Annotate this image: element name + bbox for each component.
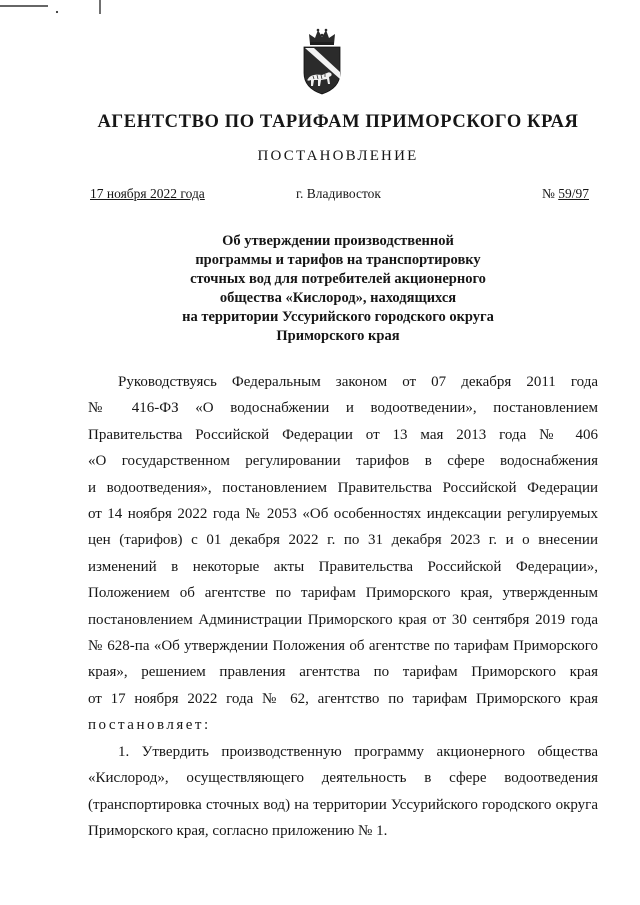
body-line: Положением об агентстве по тарифам Приморского края, утвержденным <box>88 585 598 602</box>
body-line: «Кислород», осуществляющего деятельность в сфере водоотведения <box>88 770 598 787</box>
title-line: Приморского края <box>276 328 400 344</box>
body-line: края», решением правления агентства по тарифам Приморского края <box>88 664 598 681</box>
body-line: от 14 ноября 2022 года № 2053 «Об особенностях индексации регулируемых <box>88 506 598 523</box>
title-line: программы и тарифов на транспортировку <box>195 252 481 268</box>
preamble-paragraph <box>88 369 598 739</box>
body-line: Приморского края, согласно приложению № 1. <box>88 822 388 839</box>
body-line: Правительства Российской Федерации от 13 мая 2013 года № 406 <box>88 426 598 443</box>
document-date: 17 ноября 2022 года <box>90 186 205 201</box>
body-line: № 628-па «Об утверждении Положения об агентстве по тарифам Приморского <box>88 638 598 655</box>
body-line-resolves: постановляет: <box>88 717 211 734</box>
clause-1-paragraph <box>88 739 598 845</box>
title-line: общества «Кислород», находящихся <box>219 290 457 306</box>
document-type: ПОСТАНОВЛЕНИЕ <box>257 148 419 164</box>
body-line: № 416-ФЗ «О водоснабжении и водоотведении», постановлением <box>88 400 598 417</box>
number-sign: № <box>541 186 555 201</box>
title-line: Об утверждении производственной <box>222 233 454 249</box>
body-line: цен (тарифов) с 01 декабря 2022 г. по 31 декабря 2023 г. и о внесении <box>88 532 598 549</box>
agency-heading: АГЕНТСТВО ПО ТАРИФАМ ПРИМОРСКОГО КРАЯ <box>97 112 579 132</box>
document-number <box>542 186 589 202</box>
body-line: 1. Утвердить производственную программу акционерного общества <box>118 743 598 760</box>
title-line: на территории Уссурийского городского округа <box>182 309 494 325</box>
body-line: от 17 ноября 2022 года № 62, агентство по тарифам Приморского края <box>88 690 598 707</box>
body-line: Руководствуясь Федеральным законом от 07 декабря 2011 года <box>118 374 598 390</box>
body-line: «О государственном регулировании тарифов в сфере водоснабжения <box>88 453 598 470</box>
body-line: изменений в некоторые акты Правительства Российской Федерации», <box>88 558 598 575</box>
document-title <box>88 232 588 346</box>
body-line: и водоотведения», постановлением Правительства Российской Федерации <box>88 479 598 496</box>
body-line: постановлением Администрации Приморского края от 30 сентября 2019 года <box>88 611 598 628</box>
number-value: 59/97 <box>558 186 589 201</box>
title-line: сточных вод для потребителей акционерного <box>190 271 486 287</box>
coat-of-arms-icon <box>301 27 343 95</box>
scan-artifacts <box>0 0 120 20</box>
document-body <box>88 369 598 844</box>
document-city: г. Владивосток <box>296 186 381 201</box>
body-line: (транспортировка сточных вод) на территории Уссурийского городского округа <box>88 796 598 813</box>
